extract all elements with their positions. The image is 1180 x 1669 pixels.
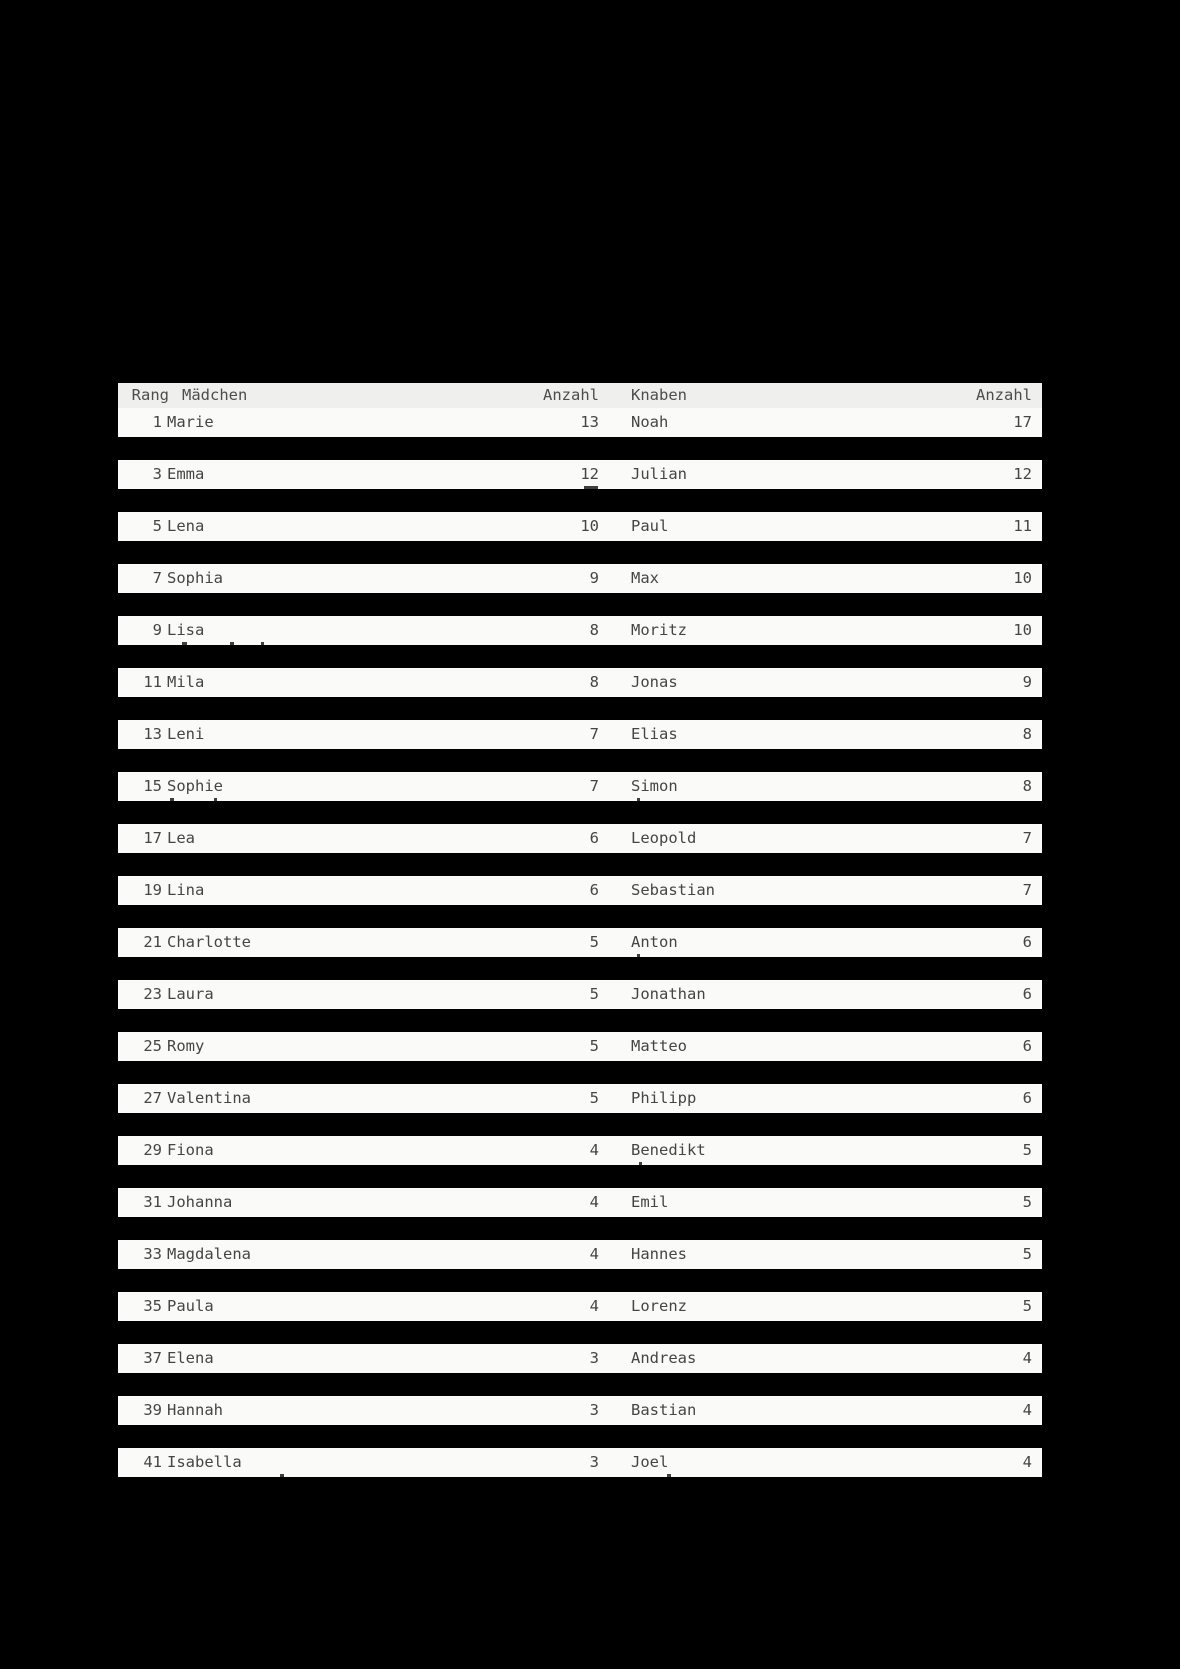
cell-anzahl_k: 5 (1022, 1141, 1032, 1159)
cell-knaben: Philipp (631, 1089, 697, 1107)
cell-maedchen: Elena (167, 1349, 214, 1367)
cell-maedchen: Valentina (167, 1089, 251, 1107)
hidden-row-glyph-peek (280, 1474, 284, 1477)
cell-anzahl_m: 4 (589, 1141, 599, 1159)
cell-anzahl_k: 9 (1022, 673, 1032, 691)
table-row (118, 1396, 1042, 1425)
hidden-row-gap (118, 1373, 1042, 1396)
cell-anzahl_k: 10 (1013, 621, 1032, 639)
cell-maedchen: Marie (167, 413, 214, 431)
cell-anzahl_m: 4 (589, 1297, 599, 1315)
table-row (118, 1188, 1042, 1217)
cell-rang: 39 (143, 1401, 162, 1419)
cell-anzahl_m: 5 (589, 933, 599, 951)
hidden-row-gap (118, 489, 1042, 512)
cell-anzahl_k: 11 (1013, 517, 1032, 535)
cell-knaben: Simon (631, 777, 678, 795)
header-maedchen: Mädchen (182, 386, 248, 404)
cell-knaben: Lorenz (631, 1297, 687, 1315)
cell-knaben: Julian (631, 465, 687, 483)
cell-anzahl_k: 17 (1013, 413, 1032, 431)
cell-maedchen: Lina (167, 881, 205, 899)
hidden-row-gap (118, 593, 1042, 616)
cell-anzahl_k: 6 (1022, 985, 1032, 1003)
cell-rang: 21 (143, 933, 162, 951)
hidden-row-gap (118, 1425, 1042, 1448)
cell-maedchen: Isabella (167, 1453, 242, 1471)
hidden-row-gap (118, 697, 1042, 720)
hidden-row-gap (118, 437, 1042, 460)
table-row (118, 720, 1042, 749)
hidden-row-gap (118, 1217, 1042, 1240)
cell-knaben: Bastian (631, 1401, 697, 1419)
table-row (118, 1448, 1042, 1477)
cell-anzahl_m: 5 (589, 1089, 599, 1107)
cell-anzahl_m: 7 (589, 777, 599, 795)
cell-maedchen: Charlotte (167, 933, 251, 951)
table-row (118, 616, 1042, 645)
table-row (118, 564, 1042, 593)
cell-rang: 13 (143, 725, 162, 743)
cell-rang: 31 (143, 1193, 162, 1211)
cell-rang: 19 (143, 881, 162, 899)
cell-anzahl_k: 10 (1013, 569, 1032, 587)
cell-maedchen: Lena (167, 517, 205, 535)
cell-anzahl_m: 4 (589, 1245, 599, 1263)
cell-knaben: Noah (631, 413, 669, 431)
cell-maedchen: Paula (167, 1297, 214, 1315)
cell-anzahl_k: 6 (1022, 1089, 1032, 1107)
table-row (118, 668, 1042, 697)
cell-rang: 3 (152, 465, 162, 483)
cell-knaben: Leopold (631, 829, 697, 847)
cell-anzahl_m: 9 (589, 569, 599, 587)
cell-rang: 35 (143, 1297, 162, 1315)
cell-anzahl_m: 4 (589, 1193, 599, 1211)
hidden-row-gap (118, 801, 1042, 824)
table-row (118, 1084, 1042, 1113)
table-row (118, 876, 1042, 905)
table-row (118, 1344, 1042, 1373)
cell-anzahl_k: 4 (1022, 1349, 1032, 1367)
hidden-row-gap (118, 1113, 1042, 1136)
table-row (118, 928, 1042, 957)
cell-maedchen: Magdalena (167, 1245, 251, 1263)
table-row (118, 408, 1042, 437)
cell-anzahl_k: 8 (1022, 777, 1032, 795)
cell-anzahl_k: 7 (1022, 881, 1032, 899)
table-row (118, 1292, 1042, 1321)
cell-knaben: Anton (631, 933, 678, 951)
cell-knaben: Emil (631, 1193, 669, 1211)
cell-maedchen: Hannah (167, 1401, 223, 1419)
cell-rang: 37 (143, 1349, 162, 1367)
cell-rang: 23 (143, 985, 162, 1003)
cell-anzahl_m: 3 (589, 1401, 599, 1419)
hidden-row-gap (118, 905, 1042, 928)
hidden-row-gap (118, 1009, 1042, 1032)
cell-maedchen: Sophia (167, 569, 223, 587)
cell-maedchen: Sophie (167, 777, 223, 795)
cell-rang: 33 (143, 1245, 162, 1263)
table-row (118, 1032, 1042, 1061)
cell-knaben: Hannes (631, 1245, 687, 1263)
cell-maedchen: Romy (167, 1037, 205, 1055)
cell-rang: 17 (143, 829, 162, 847)
cell-rang: 29 (143, 1141, 162, 1159)
cell-knaben: Jonas (631, 673, 678, 691)
hidden-row-gap (118, 749, 1042, 772)
table-row (118, 772, 1042, 801)
cell-anzahl_m: 8 (589, 673, 599, 691)
cell-anzahl_m: 5 (589, 985, 599, 1003)
table-body (118, 408, 1042, 1477)
hidden-row-gap (118, 1165, 1042, 1188)
cell-rang: 5 (152, 517, 162, 535)
hidden-row-gap (118, 957, 1042, 980)
cell-anzahl_k: 5 (1022, 1297, 1032, 1315)
hidden-row-gap (118, 541, 1042, 564)
cell-anzahl_k: 4 (1022, 1401, 1032, 1419)
cell-rang: 9 (152, 621, 162, 639)
cell-knaben: Elias (631, 725, 678, 743)
cell-rang: 15 (143, 777, 162, 795)
cell-knaben: Andreas (631, 1349, 697, 1367)
cell-knaben: Max (631, 569, 659, 587)
cell-knaben: Paul (631, 517, 669, 535)
cell-rang: 1 (152, 413, 162, 431)
hidden-row-gap (118, 1061, 1042, 1084)
cell-anzahl_k: 5 (1022, 1193, 1032, 1211)
cell-maedchen: Leni (167, 725, 205, 743)
cell-anzahl_k: 6 (1022, 1037, 1032, 1055)
cell-knaben: Sebastian (631, 881, 715, 899)
cell-maedchen: Laura (167, 985, 214, 1003)
header-rang: Rang (131, 386, 169, 404)
cell-anzahl_k: 8 (1022, 725, 1032, 743)
header-anzahl-knaben: Anzahl (976, 386, 1032, 404)
cell-anzahl_m: 7 (589, 725, 599, 743)
cell-knaben: Benedikt (631, 1141, 706, 1159)
cell-knaben: Joel (631, 1453, 669, 1471)
table-row (118, 512, 1042, 541)
cell-knaben: Moritz (631, 621, 687, 639)
cell-rang: 25 (143, 1037, 162, 1055)
cell-anzahl_m: 5 (589, 1037, 599, 1055)
cell-rang: 7 (152, 569, 162, 587)
cell-rang: 41 (143, 1453, 162, 1471)
cell-maedchen: Mila (167, 673, 205, 691)
cell-anzahl_m: 3 (589, 1349, 599, 1367)
cell-anzahl_m: 8 (589, 621, 599, 639)
cell-anzahl_m: 13 (580, 413, 599, 431)
cell-anzahl_m: 12 (580, 465, 599, 483)
cell-knaben: Jonathan (631, 985, 706, 1003)
hidden-row-glyph-peek (667, 1474, 671, 1477)
table-row (118, 1136, 1042, 1165)
hidden-row-gap (118, 645, 1042, 668)
cell-anzahl_k: 6 (1022, 933, 1032, 951)
table-row (118, 460, 1042, 489)
names-table (118, 383, 1042, 1477)
header-anzahl-maedchen: Anzahl (543, 386, 599, 404)
cell-anzahl_m: 6 (589, 881, 599, 899)
cell-anzahl_m: 10 (580, 517, 599, 535)
table-row (118, 824, 1042, 853)
cell-rang: 27 (143, 1089, 162, 1107)
cell-anzahl_k: 5 (1022, 1245, 1032, 1263)
table-row (118, 980, 1042, 1009)
cell-anzahl_m: 6 (589, 829, 599, 847)
cell-anzahl_m: 3 (589, 1453, 599, 1471)
header-knaben: Knaben (631, 386, 687, 404)
hidden-row-gap (118, 853, 1042, 876)
cell-maedchen: Johanna (167, 1193, 233, 1211)
hidden-row-gap (118, 1269, 1042, 1292)
cell-anzahl_k: 12 (1013, 465, 1032, 483)
cell-anzahl_k: 4 (1022, 1453, 1032, 1471)
table-header (118, 383, 1042, 408)
cell-maedchen: Emma (167, 465, 205, 483)
table-row (118, 1240, 1042, 1269)
cell-knaben: Matteo (631, 1037, 687, 1055)
cell-anzahl_k: 7 (1022, 829, 1032, 847)
cell-rang: 11 (143, 673, 162, 691)
cell-maedchen: Lisa (167, 621, 205, 639)
cell-maedchen: Fiona (167, 1141, 214, 1159)
cell-maedchen: Lea (167, 829, 195, 847)
hidden-row-gap (118, 1321, 1042, 1344)
